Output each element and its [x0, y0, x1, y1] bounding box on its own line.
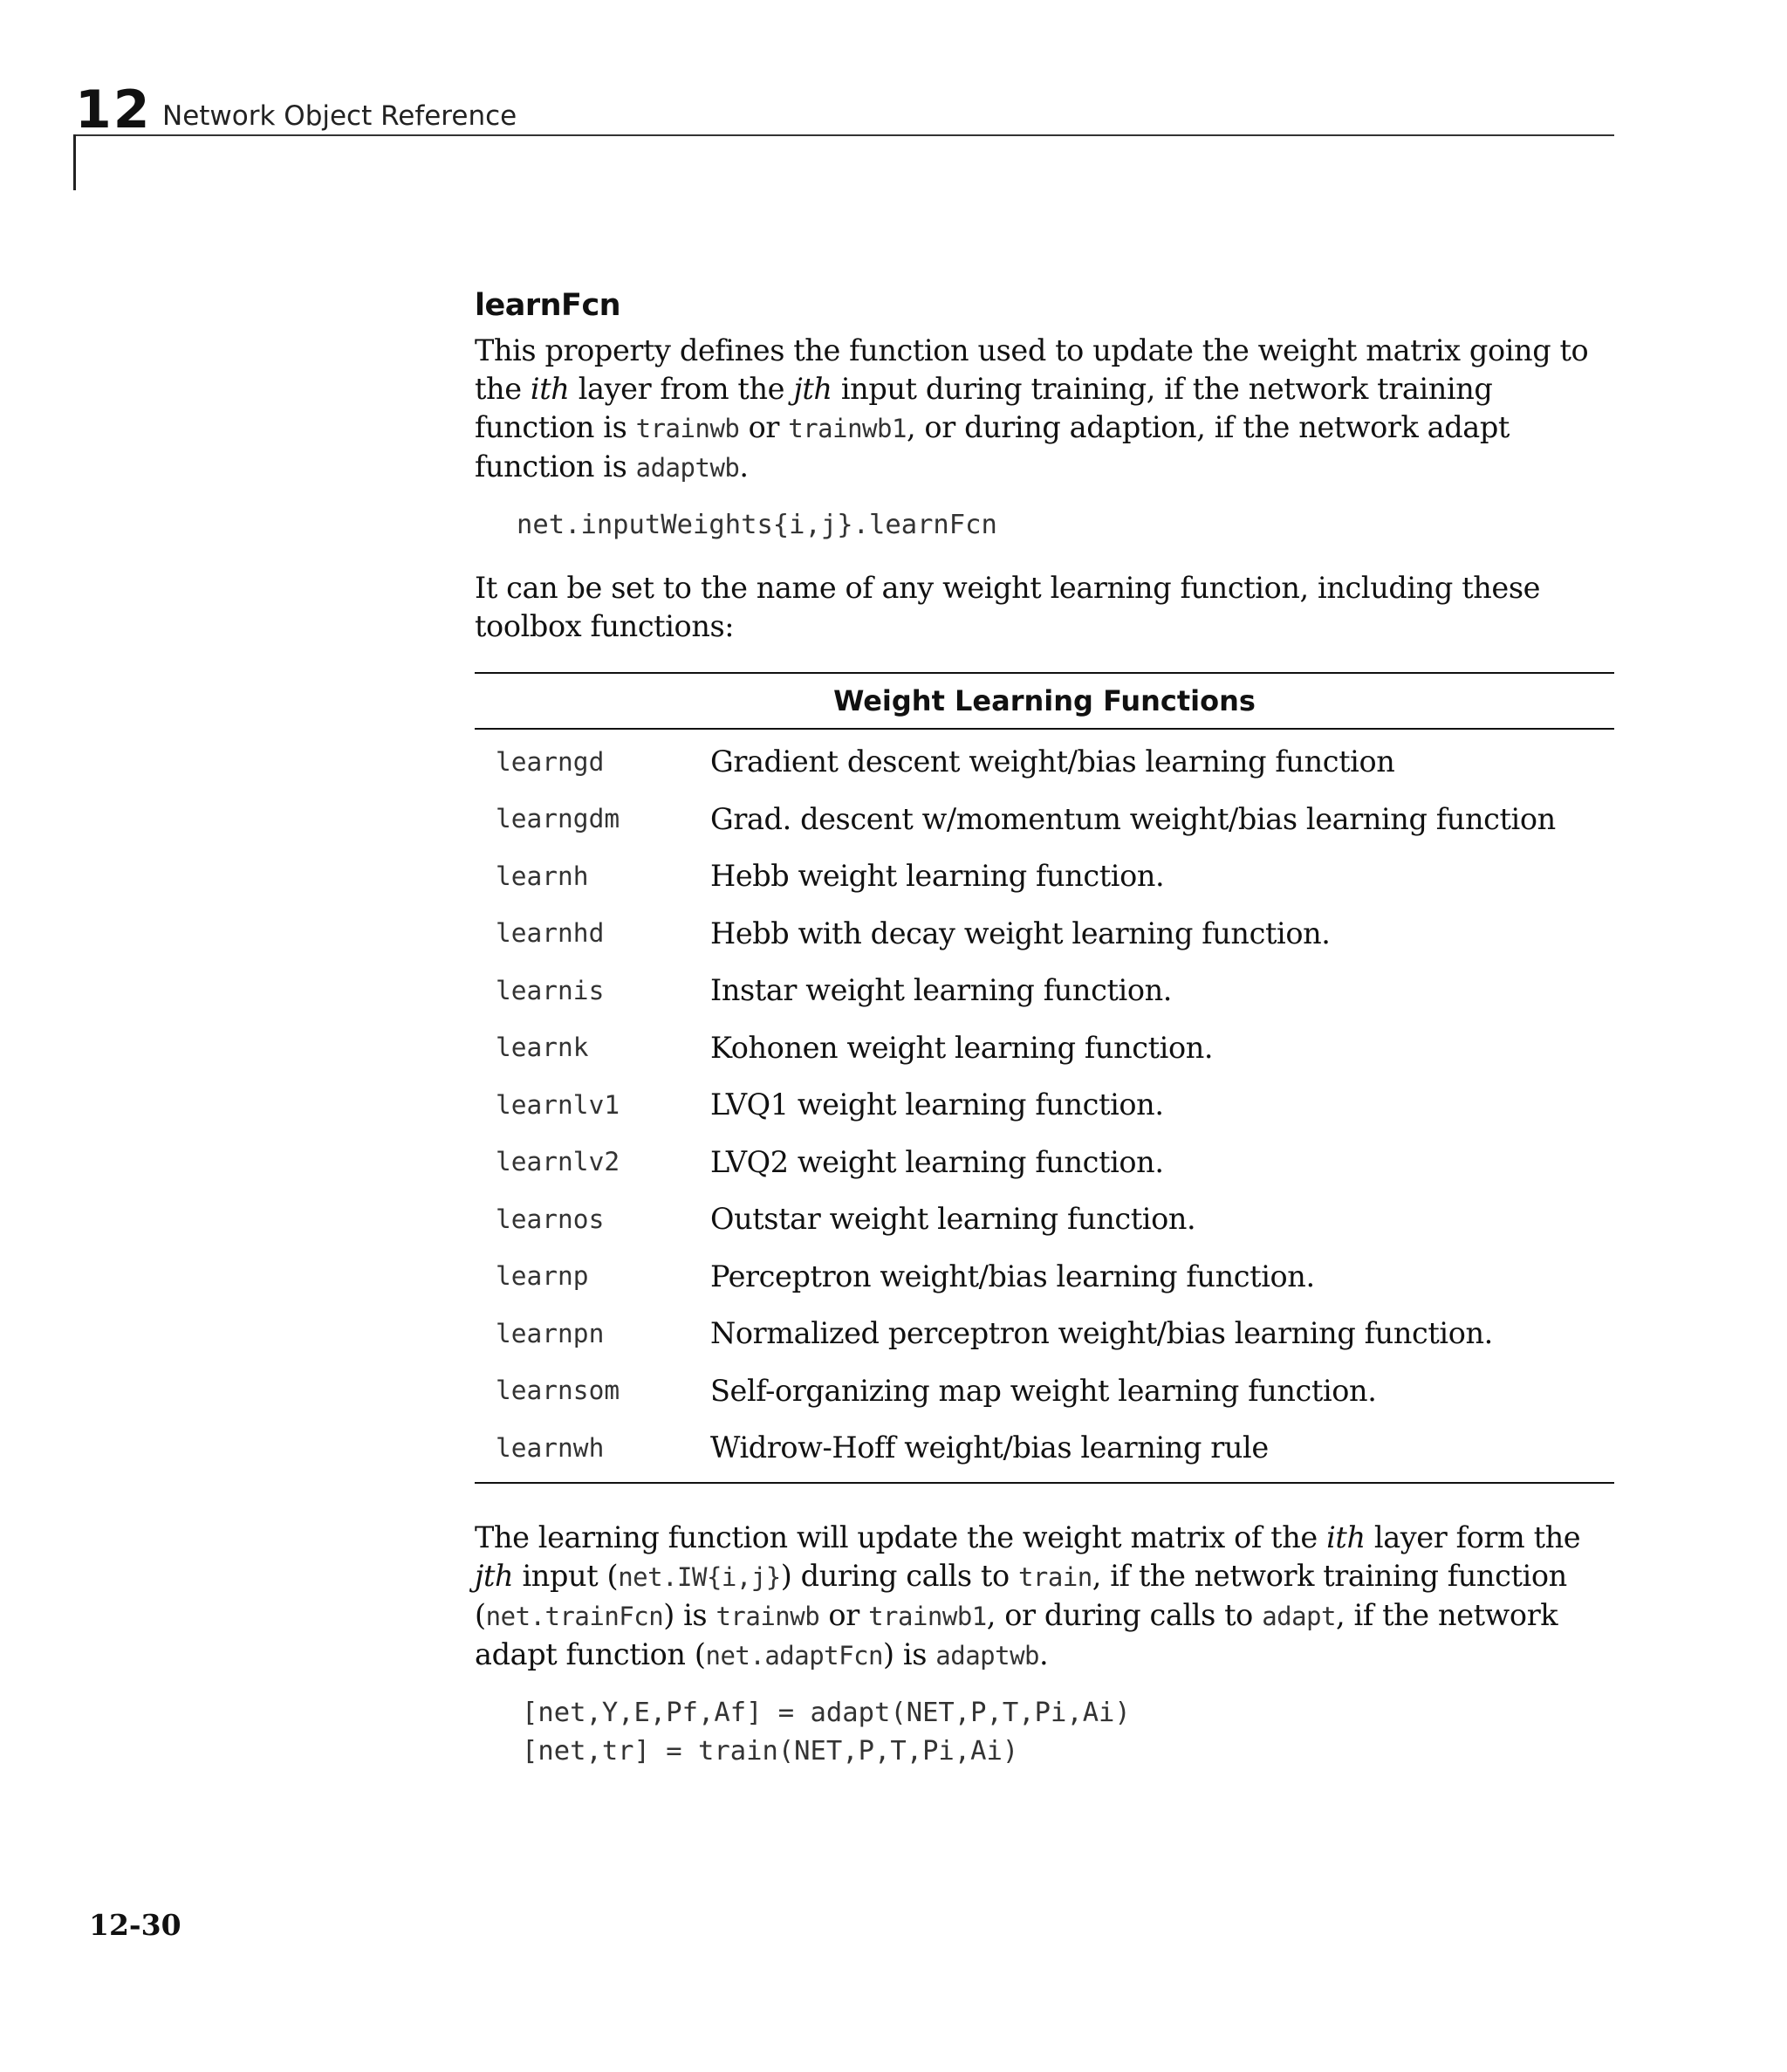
function-name: learnhd: [496, 918, 605, 949]
table-row: [475, 847, 1614, 905]
page-content: [475, 286, 1614, 1771]
italic-term: jth: [475, 1558, 514, 1593]
table-row: [475, 1362, 1614, 1420]
italic-term: ith: [1326, 1520, 1366, 1554]
weight-learning-functions-table: [475, 672, 1614, 1484]
italic-term: jth: [793, 372, 832, 406]
function-name: learnis: [496, 975, 605, 1005]
table-row: [475, 1134, 1614, 1191]
header-rule: [73, 134, 1614, 136]
lead-in-paragraph: It can be set to the name of any weight learning function, including these toolbox functions:: [475, 571, 1541, 643]
function-description: Self-organizing map weight learning function.: [710, 1373, 1377, 1408]
function-description: Grad. descent w/momentum weight/bias learning function: [710, 801, 1556, 836]
inline-code: net.IW{i,j}: [618, 1561, 781, 1592]
chapter-title: Network Object Reference: [162, 100, 517, 132]
text-run: layer from the: [569, 372, 794, 406]
table-row: [475, 791, 1614, 848]
code-example-line: [net,tr] = train(NET,P,T,Pi,Ai): [522, 1735, 1019, 1767]
function-name: learnwh: [496, 1432, 605, 1463]
table-row: [475, 1419, 1614, 1477]
header-margin-bar: [73, 134, 76, 190]
text-run: The learning function will update the weight matrix of the: [475, 1520, 1327, 1554]
function-description: Hebb weight learning function.: [710, 859, 1165, 894]
inline-code: adaptwb: [935, 1640, 1040, 1671]
code-example-block: [522, 1694, 1614, 1771]
function-name: learnp: [496, 1261, 589, 1292]
table-row: [475, 905, 1614, 963]
inline-code: adaptwb: [635, 453, 740, 483]
table-body: [475, 730, 1614, 1482]
function-name: learngd: [496, 746, 605, 777]
text-run: , if the network training function (: [475, 1558, 1567, 1632]
table-row: [475, 1305, 1614, 1362]
function-name: learnh: [496, 861, 589, 891]
text-run: ) is: [883, 1636, 936, 1671]
syntax-code-block: [517, 506, 1614, 545]
function-description: Instar weight learning function.: [710, 973, 1173, 1008]
text-run: or: [739, 410, 789, 444]
function-name: learnpn: [496, 1318, 605, 1348]
function-description: LVQ1 weight learning function.: [710, 1087, 1164, 1122]
inline-code: trainwb: [715, 1601, 820, 1631]
table-row: [475, 1248, 1614, 1306]
function-name: learngdm: [496, 804, 620, 834]
closing-paragraph: [475, 1519, 1614, 1675]
italic-term: ith: [530, 372, 570, 406]
function-name: learnlv1: [496, 1089, 620, 1120]
inline-code: net.adaptFcn: [705, 1640, 884, 1671]
text-run: , or during adaption, if the network adapt function is: [475, 410, 1510, 484]
function-description: Widrow-Hoff weight/bias learning rule: [710, 1431, 1269, 1465]
text-run: , if the network adapt function (: [475, 1597, 1558, 1671]
table-row: [475, 733, 1614, 791]
function-description: Kohonen weight learning function.: [710, 1030, 1214, 1065]
table-caption: Weight Learning Functions: [475, 674, 1614, 730]
function-description: LVQ2 weight learning function.: [710, 1144, 1164, 1179]
code-example-line: [net,Y,E,Pf,Af] = adapt(NET,P,T,Pi,Ai): [522, 1697, 1131, 1728]
inline-code: trainwb1: [788, 414, 907, 443]
text-run: .: [739, 449, 749, 484]
table-row: [475, 1076, 1614, 1134]
inline-code: trainwb1: [868, 1601, 987, 1631]
text-run: or: [819, 1597, 869, 1632]
function-name: learnk: [496, 1033, 589, 1063]
text-run: input (: [513, 1558, 619, 1593]
function-description: Hebb with decay weight learning function.: [710, 916, 1331, 950]
text-run: input during training, if the network training function is: [475, 372, 1493, 444]
table-row: [475, 1190, 1614, 1248]
syntax-line: net.inputWeights{i,j}.learnFcn: [517, 510, 997, 540]
text-run: This property defines the function used to update the weight matrix going to the: [475, 333, 1589, 406]
function-name: learnlv2: [496, 1147, 620, 1177]
function-name: learnos: [496, 1204, 605, 1234]
text-run: ) is: [663, 1597, 716, 1632]
inline-code: net.trainFcn: [485, 1601, 664, 1631]
section-title: learnFcn: [475, 288, 621, 323]
inline-code: trainwb: [635, 414, 740, 443]
running-header: [73, 72, 1614, 141]
function-name: learnsom: [496, 1376, 620, 1406]
function-description: Gradient descent weight/bias learning function: [710, 744, 1395, 779]
text-run: layer form the: [1365, 1520, 1581, 1554]
page-number: 12-30: [89, 1908, 181, 1942]
inline-code: adapt: [1262, 1601, 1337, 1631]
intro-paragraph: [475, 332, 1614, 487]
function-description: Normalized perceptron weight/bias learning function.: [710, 1316, 1493, 1351]
table-row: [475, 1019, 1614, 1077]
table-row: [475, 962, 1614, 1019]
text-run: ) during calls to: [780, 1558, 1018, 1593]
text-run: , or during calls to: [986, 1597, 1263, 1632]
inline-code: train: [1017, 1561, 1092, 1592]
text-run: .: [1039, 1636, 1049, 1671]
chapter-number: 12: [75, 79, 152, 141]
function-description: Perceptron weight/bias learning function.: [710, 1259, 1315, 1293]
function-description: Outstar weight learning function.: [710, 1202, 1196, 1237]
